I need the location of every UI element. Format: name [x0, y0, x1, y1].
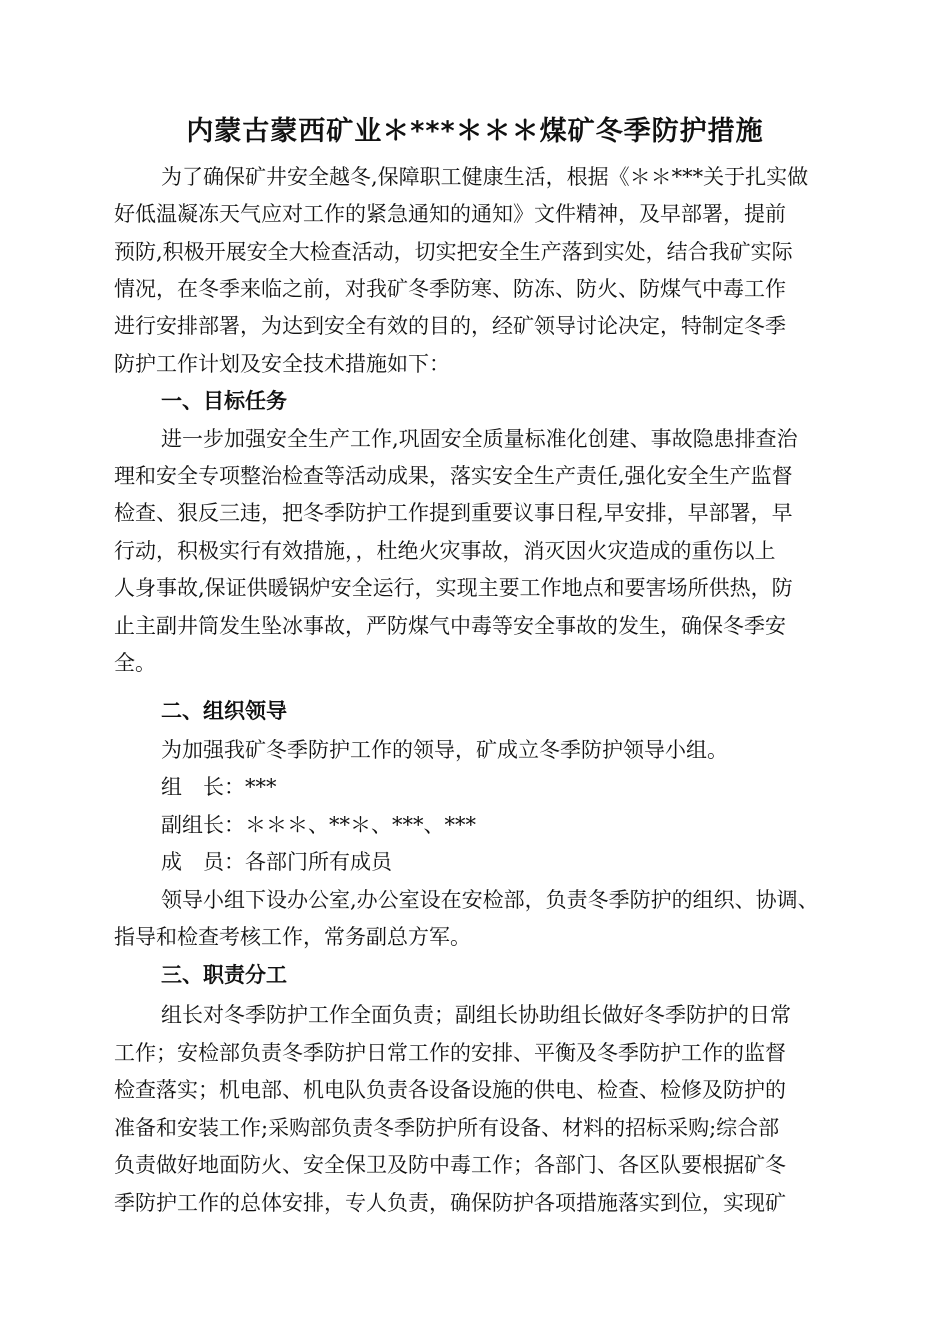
paragraph-duties-line: 检查落实；机电部、机电队负责各设备设施的供电、检查、检修及防护的 [114, 1078, 786, 1102]
paragraph-office-line: 指导和检查考核工作，常务副总方军。 [114, 925, 471, 949]
paragraph-leadership-line: 为加强我矿冬季防护工作的领导，矿成立冬季防护领导小组。 [161, 738, 728, 762]
members-row: 成 员：各部门所有成员 [161, 850, 392, 874]
section-heading-leadership: 二、组织领导 [161, 699, 287, 723]
paragraph-goals-line: 全。 [114, 651, 156, 675]
paragraph-goals-line: 理和安全专项整治检查等活动成果，落实安全生产责任,强化安全生产监督 [114, 464, 793, 488]
paragraph-goals-line: 行动，积极实行有效措施，，杜绝火灾事故，消灭因火灾造成的重伤以上 [114, 539, 776, 563]
paragraph-duties-line: 组长对冬季防护工作全面负责；副组长协助组长做好冬季防护的日常 [161, 1003, 791, 1027]
paragraph-duties-line: 工作；安检部负责冬季防护日常工作的安排、平衡及冬季防护工作的监督 [114, 1041, 786, 1065]
paragraph-goals-line: 进一步加强安全生产工作,巩固安全质量标准化创建、事故隐患排查治 [161, 427, 798, 451]
paragraph-goals-line: 人身事故,保证供暖锅炉安全运行，实现主要工作地点和要害场所供热，防 [114, 576, 793, 600]
document-title: 内蒙古蒙西矿业＊***＊＊＊煤矿冬季防护措施 [186, 116, 764, 147]
paragraph-intro-line: 情况，在冬季来临之前，对我矿冬季防寒、防冻、防火、防煤气中毒工作 [114, 277, 786, 301]
deputy-leader-row: 副组长：＊＊＊、**＊、***、*** [161, 813, 476, 837]
paragraph-intro-line: 好低温凝冻天气应对工作的紧急通知的通知》文件精神，及早部署，提前 [114, 202, 786, 226]
paragraph-intro-line: 进行安排部署，为达到安全有效的目的，经矿领导讨论决定，特制定冬季 [114, 314, 786, 338]
leader-row: 组 长：*** [161, 775, 277, 799]
paragraph-duties-line: 季防护工作的总体安排，专人负责，确保防护各项措施落实到位，实现矿 [114, 1191, 786, 1215]
paragraph-goals-line: 检查、狠反三违，把冬季防护工作提到重要议事日程,早安排，早部署，早 [114, 501, 793, 525]
paragraph-intro-line: 为了确保矿井安全越冬,保障职工健康生活，根据《＊＊***关于扎实做 [161, 165, 809, 189]
paragraph-goals-line: 止主副井筒发生坠冰事故，严防煤气中毒等安全事故的发生，确保冬季安 [114, 614, 786, 638]
paragraph-office-line: 领导小组下设办公室,办公室设在安检部，负责冬季防护的组织、协调、 [161, 888, 819, 912]
paragraph-intro-line: 防护工作计划及安全技术措施如下： [114, 352, 450, 376]
paragraph-duties-line: 准备和安装工作;采购部负责冬季防护所有设备、材料的招标采购;综合部 [114, 1116, 780, 1140]
paragraph-duties-line: 负责做好地面防火、安全保卫及防中毒工作；各部门、各区队要根据矿冬 [114, 1153, 786, 1177]
section-heading-duties: 三、职责分工 [161, 963, 287, 987]
section-heading-goals: 一、目标任务 [161, 389, 287, 413]
paragraph-intro-line: 预防,积极开展安全大检查活动，切实把安全生产落到实处，结合我矿实际 [114, 240, 793, 264]
